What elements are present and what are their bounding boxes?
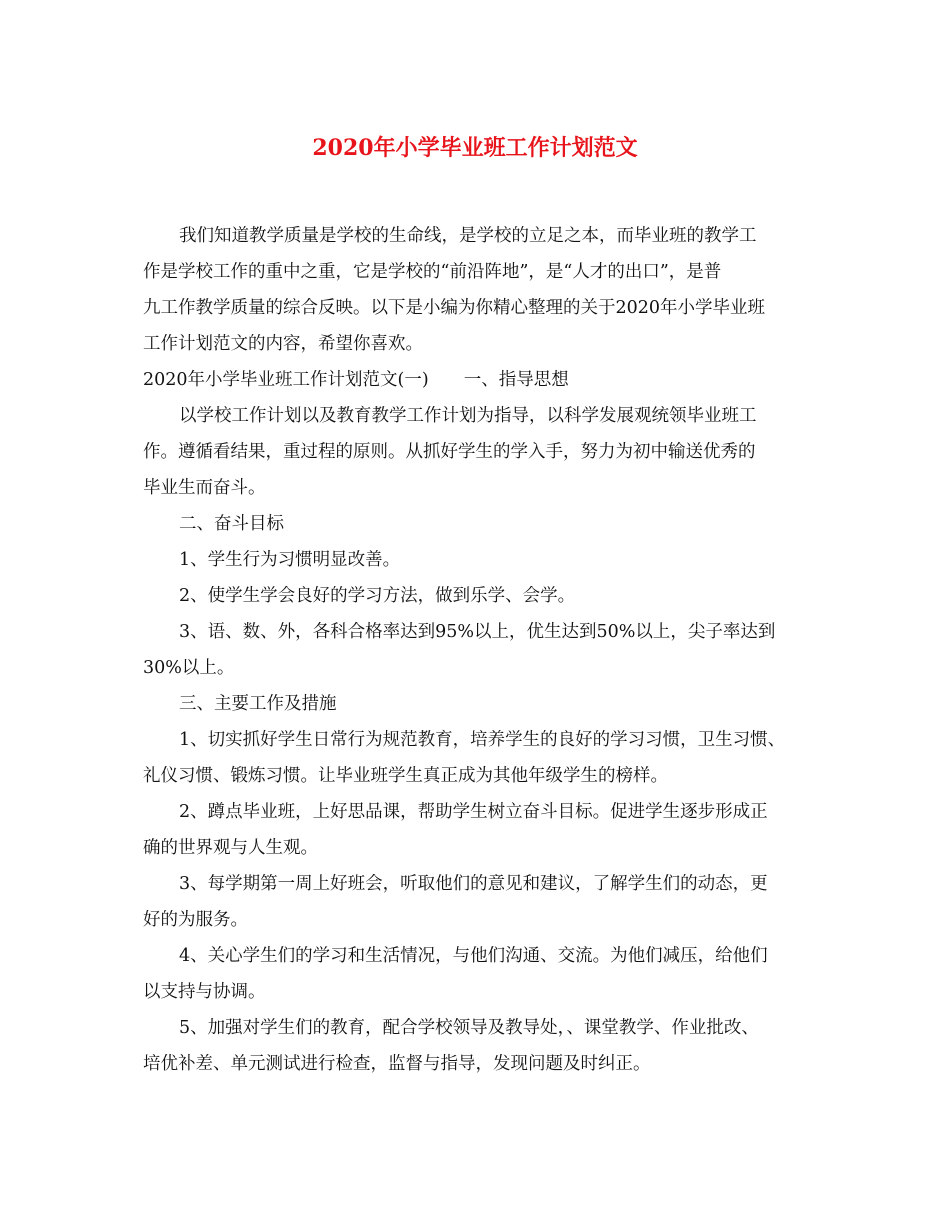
paragraph-line: 毕业生而奋斗。 <box>143 478 266 498</box>
list-item: 2、蹲点毕业班，上好思品课，帮助学生树立奋斗目标。促进学生逐步形成正 <box>179 802 768 822</box>
paragraph-line: 九工作教学质量的综合反映。以下是小编为你精心整理的关于2020年小学毕业班 <box>143 298 766 318</box>
paragraph-line: 作是学校工作的重中之重，它是学校的“前沿阵地”，是“人才的出口”，是普 <box>143 262 722 282</box>
list-item-continuation: 礼仪习惯、锻炼习惯。让毕业班学生真正成为其他年级学生的榜样。 <box>143 766 668 786</box>
section-heading: 二、奋斗目标 <box>179 514 284 534</box>
list-item-continuation: 确的世界观与人生观。 <box>143 838 318 858</box>
list-item: 4、关心学生们的学习和生活情况，与他们沟通、交流。为他们减压，给他们 <box>179 946 768 966</box>
list-item-continuation: 以支持与协调。 <box>143 982 266 1002</box>
document-title: 2020年小学毕业班工作计划范文 <box>312 135 638 161</box>
list-item-continuation: 30%以上。 <box>143 658 235 678</box>
paragraph-line: 以学校工作计划以及教育教学工作计划为指导，以科学发展观统领毕业班工 <box>179 406 757 426</box>
list-item-continuation: 好的为服务。 <box>143 910 248 930</box>
list-item: 1、学生行为习惯明显改善。 <box>179 550 401 570</box>
list-item: 2、使学生学会良好的学习方法，做到乐学、会学。 <box>179 586 576 606</box>
paragraph-line: 我们知道教学质量是学校的生命线，是学校的立足之本，而毕业班的教学工 <box>179 226 757 246</box>
section-heading-line: 2020年小学毕业班工作计划范文(一) 一、指导思想 <box>143 370 569 390</box>
document-body <box>143 218 823 1082</box>
list-item: 3、语、数、外，各科合格率达到95%以上，优生达到50%以上，尖子率达到 <box>179 622 776 642</box>
section-heading: 三、主要工作及措施 <box>179 694 337 714</box>
list-item: 5、加强对学生们的教育，配合学校领导及教导处，、课堂教学、作业批改、 <box>179 1018 759 1038</box>
paragraph-line: 作。遵循看结果，重过程的原则。从抓好学生的学入手，努力为初中输送优秀的 <box>143 442 756 462</box>
list-item-continuation: 培优补差、单元测试进行检查，监督与指导，发现问题及时纠正。 <box>143 1054 651 1074</box>
list-item: 3、每学期第一周上好班会，听取他们的意见和建议，了解学生们的动态，更 <box>179 874 768 894</box>
paragraph-line: 工作计划范文的内容，希望你喜欢。 <box>143 334 423 354</box>
list-item: 1、切实抓好学生日常行为规范教育，培养学生的良好的学习习惯，卫生习惯、 <box>179 730 786 750</box>
